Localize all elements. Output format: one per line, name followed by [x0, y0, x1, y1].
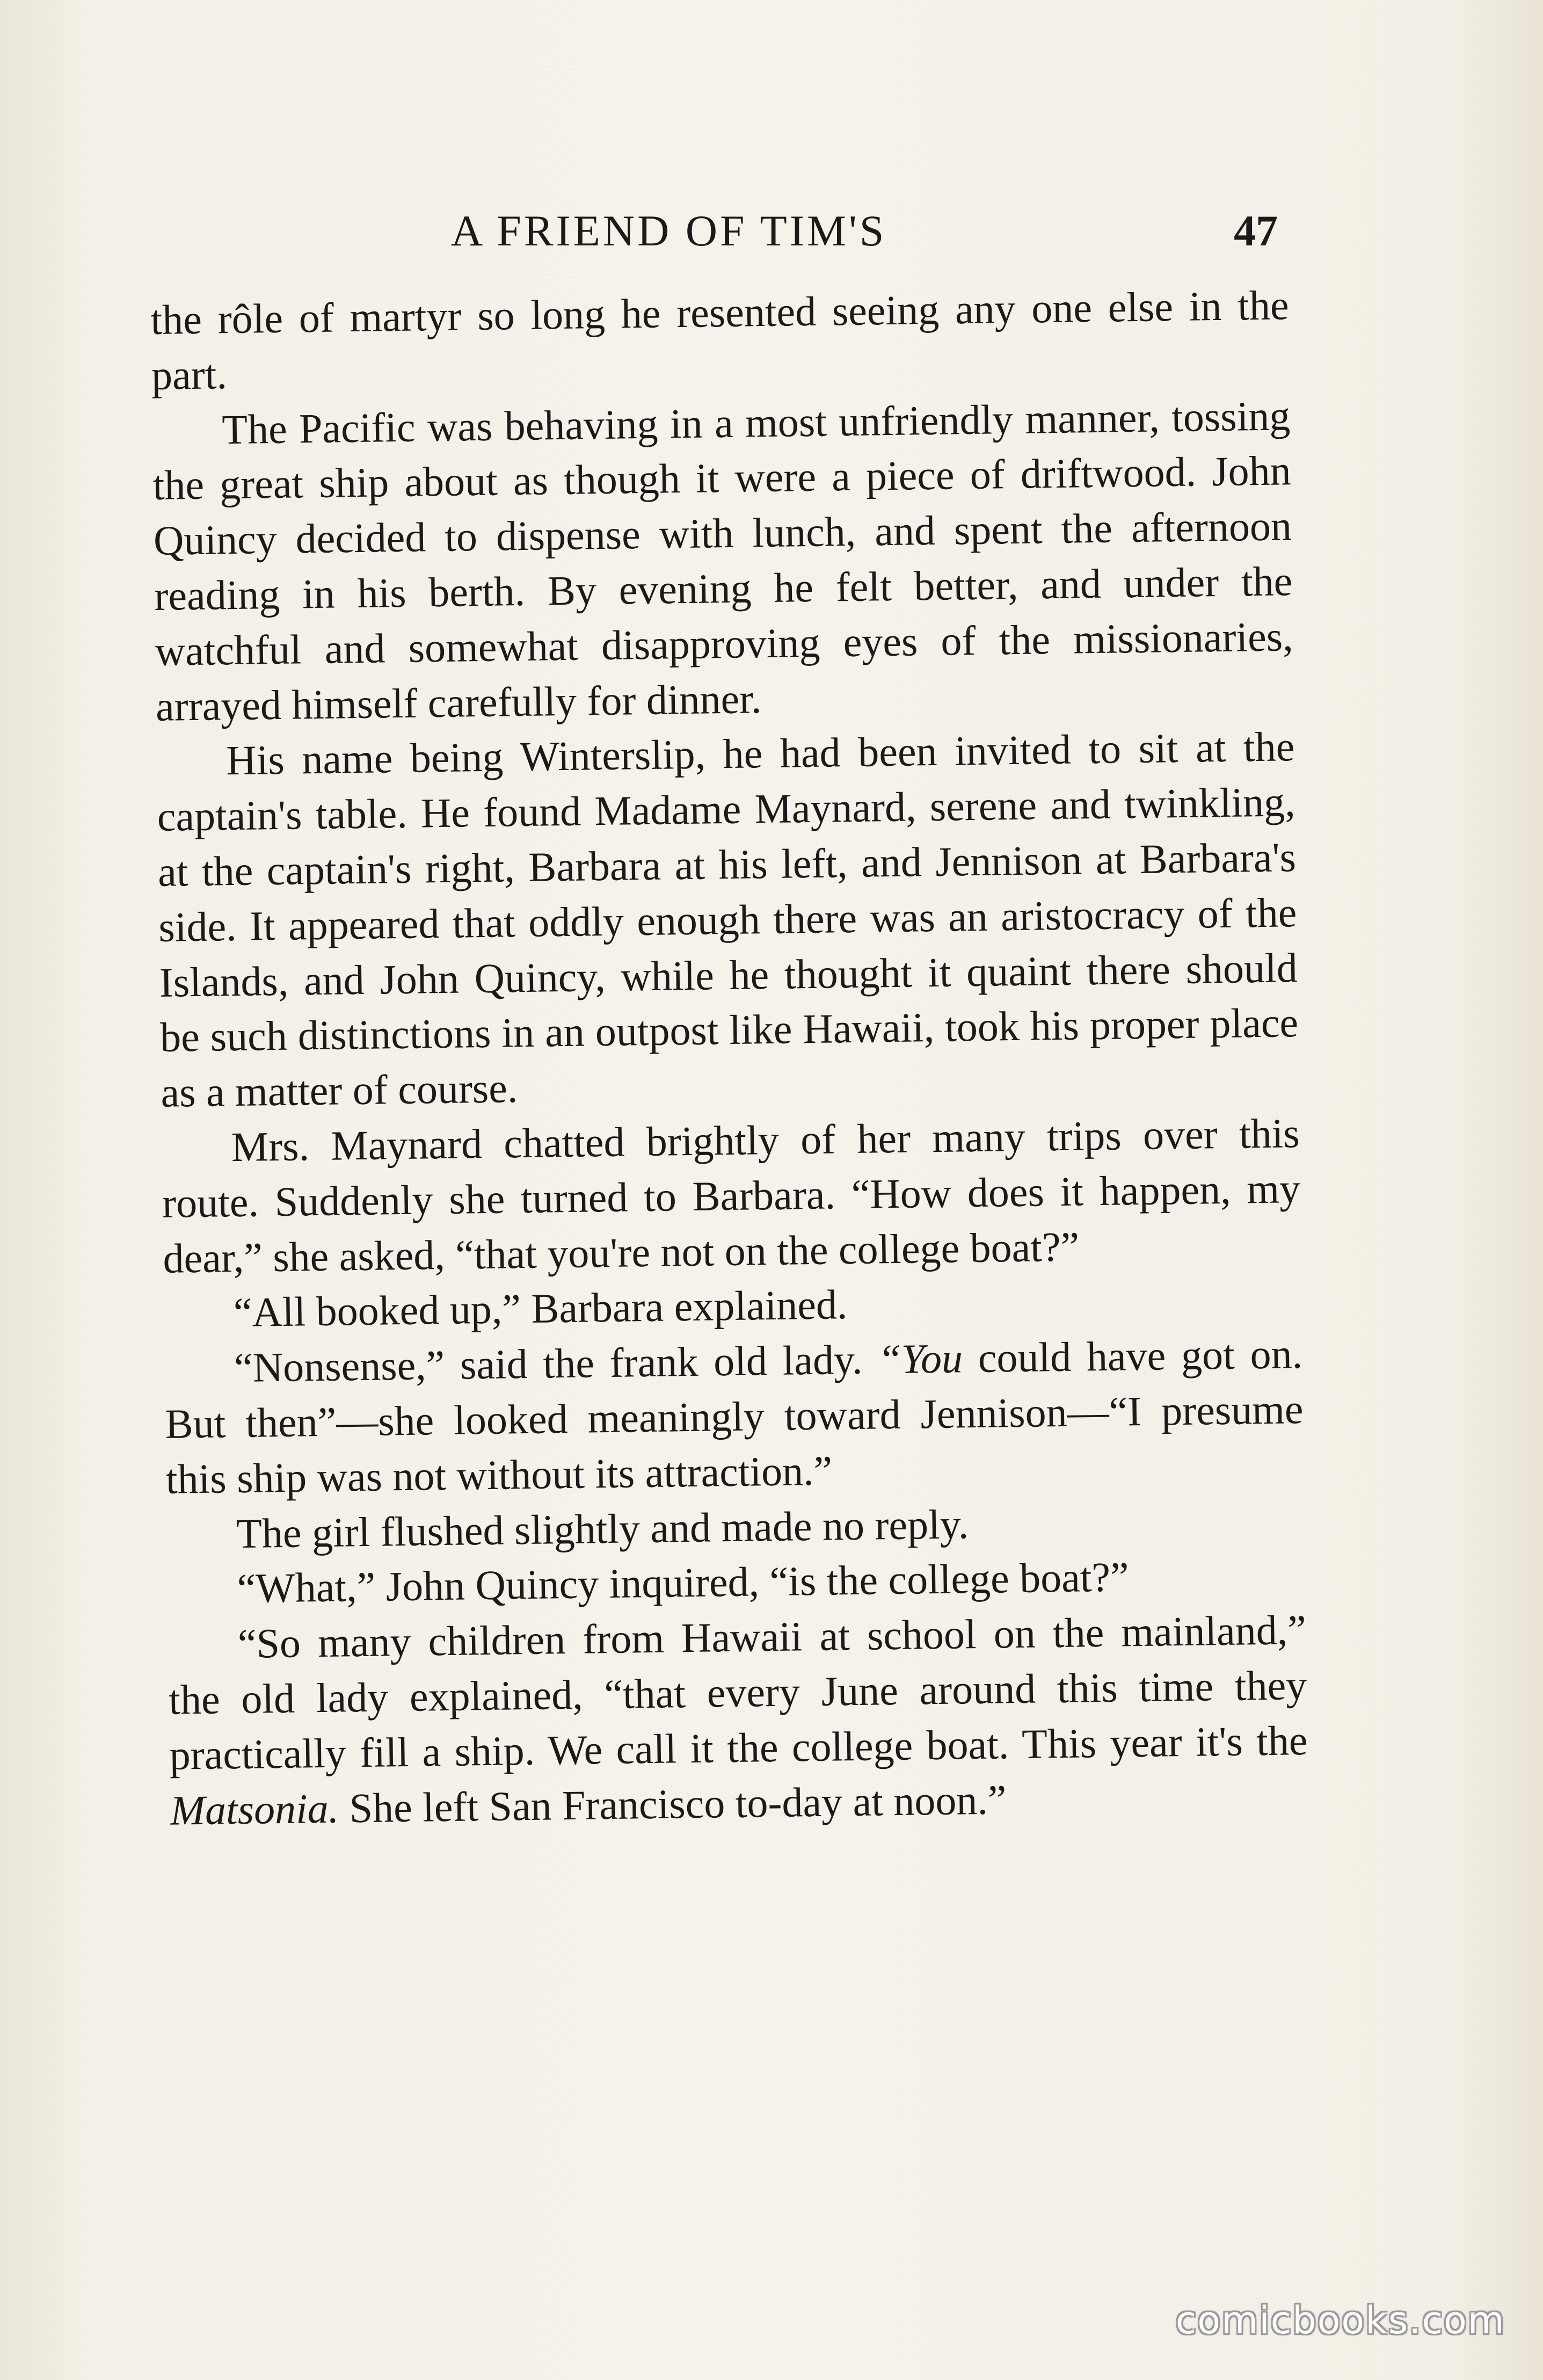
paragraph-7: The girl flushed slightly and made no reply. — [236, 1500, 969, 1557]
paragraph-6-start: “Nonsense,” said the frank old lady. — [234, 1336, 878, 1391]
paragraph-2: The Pacific was behaving in a most unfriendly manner, tossing the great ship about as though it were a piece of driftwood. John Quincy decided to dispense with lunch, and spent the afternoon reading in his berth. By evening he felt better, and under the watchful and somewhat disapproving eyes of the missionaries, arrayed himself carefully for dinner. — [152, 391, 1294, 730]
paragraph-3: His name being Winterslip, he had been invited to sit at the captain's table. He found Madame Maynard, serene and twinkling, at the captain's right, Barbara at his left, and Jennison at Barbara's side. It appeared that oddly enough there was an aristocracy of the Islands, and John Quincy, while he thought it quaint there should be such distinctions in an outpost like Hawaii, took his proper place as a matter of course. — [157, 723, 1299, 1116]
paragraph-6-italic: “You — [877, 1334, 963, 1383]
paragraph-9-start: “So many children from Hawaii at school on the mainland,” the old lady explained, “that every June around this time they practically fill a ship. We call it the college boat. This year it's the — [168, 1606, 1308, 1779]
paragraph-8: “What,” John Quincy inquired, “is the college boat?” — [237, 1553, 1130, 1612]
paragraph-9-italic: Matsonia. — [170, 1784, 339, 1834]
paragraph-5: “All booked up,” Barbara explained. — [233, 1281, 848, 1336]
paragraph-9-end: She left San Francisco to-day at noon.” — [338, 1775, 1007, 1832]
paragraph-9 — [168, 1602, 1308, 1838]
paragraph-6-end: could have got on. But then”—she looked meaningly toward Jennison—“I presume this ship was not without its attraction.” — [165, 1330, 1304, 1503]
paragraph-1: the rôle of martyr so long he resented seeing any one else in the part. — [150, 281, 1290, 398]
page-number: 47 — [1234, 206, 1278, 255]
paragraph-4: Mrs. Maynard chatted brightly of her many trips over this route. Suddenly she turned to Barbara. “How does it happen, my dear,” she asked, “that you're not on the college boat?” — [162, 1109, 1301, 1282]
body-text — [150, 278, 1308, 1838]
page-header — [150, 199, 1278, 263]
running-title: A FRIEND OF TIM'S — [451, 206, 887, 255]
watermark: comicbooks.com — [1175, 2298, 1505, 2342]
paragraph-6 — [164, 1326, 1305, 1507]
